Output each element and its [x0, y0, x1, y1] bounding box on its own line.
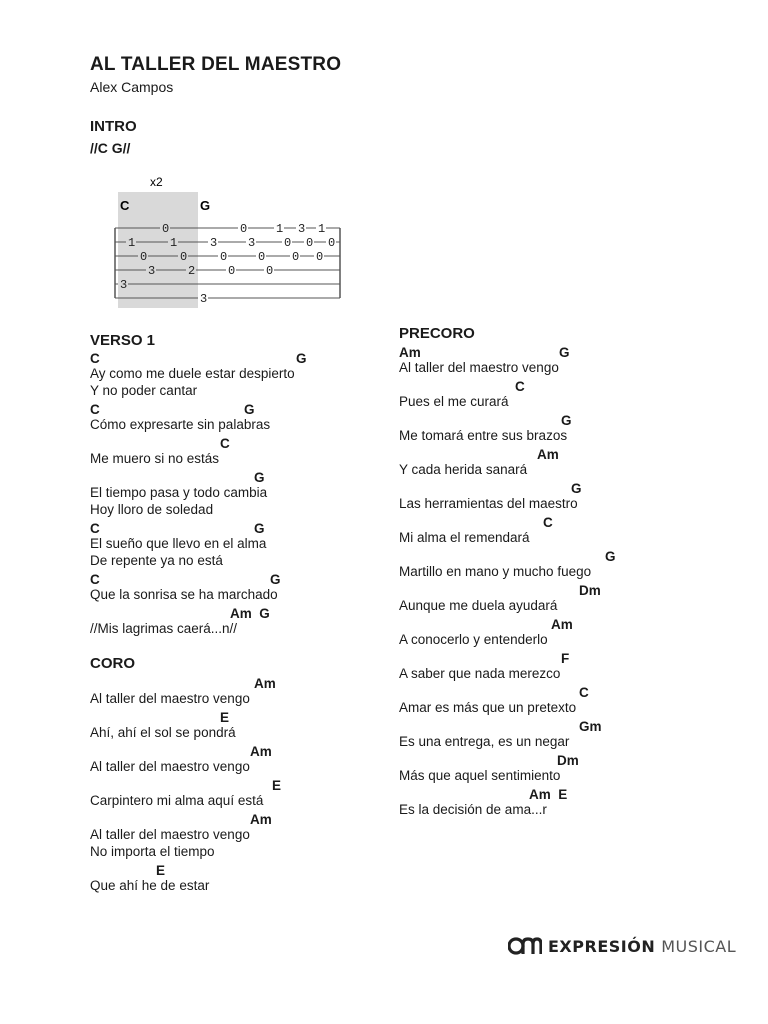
lyric-line: El tiempo pasa y todo cambia	[90, 485, 268, 500]
lyric-line: Mi alma el remendará	[399, 530, 530, 545]
chord-label: Am G	[230, 606, 270, 621]
tab-fret-number: 3	[120, 278, 128, 292]
lyric-line: Al taller del maestro vengo	[399, 360, 559, 375]
chord-label: C	[90, 521, 100, 536]
verso1-heading: VERSO 1	[90, 332, 156, 349]
tab-fret-number: 1	[318, 222, 326, 236]
lyric-line: A conocerlo y entenderlo	[399, 632, 548, 647]
lyric-line: El sueño que llevo en el alma	[90, 536, 267, 551]
chord-label: G	[561, 413, 572, 428]
lyric-line: Aunque me duela ayudará	[399, 598, 558, 613]
lyric-line: Al taller del maestro vengo	[90, 759, 250, 774]
lyric-line: No importa el tiempo	[90, 844, 215, 859]
tab-fret-number: 0	[180, 250, 188, 264]
intro-tablature	[112, 170, 352, 310]
intro-chords: //C G//	[90, 140, 131, 156]
lyric-line: Que la sonrisa se ha marchado	[90, 587, 278, 602]
tab-fret-number: 0	[266, 264, 274, 278]
brand-name-bold: EXPRESIÓN	[548, 936, 656, 956]
tab-fret-number: 0	[258, 250, 266, 264]
tab-fret-number: 0	[240, 222, 248, 236]
chord-label: Am	[399, 345, 421, 360]
tab-fret-number: 0	[162, 222, 170, 236]
tab-fret-number: 3	[298, 222, 306, 236]
lyric-line: Me tomará entre sus brazos	[399, 428, 568, 443]
tab-fret-number: 3	[248, 236, 256, 250]
chord-label: C	[90, 351, 100, 366]
tab-fret-number: 1	[276, 222, 284, 236]
chord-label: Dm	[579, 583, 601, 598]
chord-label: E	[220, 710, 230, 725]
chord-label: C	[579, 685, 589, 700]
song-title: AL TALLER DEL MAESTRO	[90, 54, 342, 75]
lyric-line: Al taller del maestro vengo	[90, 691, 250, 706]
tab-fret-number: 3	[200, 292, 208, 306]
tab-chord-c: C	[120, 198, 130, 213]
precoro-heading: PRECORO	[399, 325, 475, 342]
chord-label: G	[296, 351, 307, 366]
chord-label: G	[559, 345, 570, 360]
tab-fret-number: 0	[140, 250, 148, 264]
lyric-line: A saber que nada merezco	[399, 666, 561, 681]
chord-label: C	[90, 402, 100, 417]
lyric-line: Martillo en mano y mucho fuego	[399, 564, 592, 579]
chord-label: Am	[537, 447, 559, 462]
lyric-line: Ay como me duele estar despierto	[90, 366, 295, 381]
lyric-line: De repente ya no está	[90, 553, 223, 568]
chord-label: Am E	[529, 787, 568, 802]
chord-label: C	[220, 436, 230, 451]
lyric-line: Y no poder cantar	[90, 383, 198, 398]
lyric-line: Al taller del maestro vengo	[90, 827, 250, 842]
lyric-line: Amar es más que un pretexto	[399, 700, 577, 715]
chord-label: Dm	[557, 753, 579, 768]
lyric-line: Ahí, ahí el sol se pondrá	[90, 725, 236, 740]
chord-label: G	[254, 521, 265, 536]
chord-label: E	[272, 778, 282, 793]
lyric-line: Me muero si no estás	[90, 451, 220, 466]
lyric-line: //Mis lagrimas caerá...n//	[90, 621, 238, 636]
brand-name-light: MUSICAL	[661, 936, 737, 956]
song-artist: Alex Campos	[90, 79, 174, 95]
chord-label: Am	[250, 812, 272, 827]
chord-label: E	[156, 863, 166, 878]
brand-logo	[508, 936, 736, 956]
tab-fret-number: 0	[220, 250, 228, 264]
chord-label: G	[605, 549, 616, 564]
expresion-musical-logo-icon	[508, 936, 542, 956]
lyric-line: Es una entrega, es un negar	[399, 734, 570, 749]
tab-fret-number: 0	[284, 236, 292, 250]
lyric-line: Pues el me curará	[399, 394, 509, 409]
chord-label: C	[543, 515, 553, 530]
intro-heading: INTRO	[90, 118, 137, 135]
tab-fret-number: 1	[128, 236, 136, 250]
tab-fret-number: 1	[170, 236, 178, 250]
tab-fret-number: 0	[292, 250, 300, 264]
tab-fret-number: 0	[316, 250, 324, 264]
chord-label: G	[244, 402, 255, 417]
chord-label: Am	[254, 676, 276, 691]
lyric-line: Carpintero mi alma aquí está	[90, 793, 264, 808]
chord-label: Am	[250, 744, 272, 759]
tab-fret-number: 3	[210, 236, 218, 250]
chord-label: G	[270, 572, 281, 587]
chord-label: F	[561, 651, 570, 666]
tab-fret-number: 0	[328, 236, 336, 250]
chord-label: Am	[551, 617, 573, 632]
chord-label: Gm	[579, 719, 602, 734]
tab-repeat-label: x2	[150, 175, 163, 189]
lyric-line: Más que aquel sentimiento	[399, 768, 561, 783]
lyric-line: Hoy lloro de soledad	[90, 502, 214, 517]
tab-fret-number: 3	[148, 264, 156, 278]
chord-label: C	[90, 572, 100, 587]
lyric-line: Es la decisión de ama...r	[399, 802, 547, 817]
chord-label: G	[254, 470, 265, 485]
chord-label: G	[571, 481, 582, 496]
lyric-line: Y cada herida sanará	[399, 462, 528, 477]
lyric-line: Cómo expresarte sin palabras	[90, 417, 271, 432]
lyric-line: Que ahí he de estar	[90, 878, 210, 893]
tab-chord-g: G	[200, 198, 211, 213]
tab-fret-number: 0	[228, 264, 236, 278]
tab-fret-number: 2	[188, 264, 196, 278]
chord-label: C	[515, 379, 525, 394]
tab-fret-number: 0	[306, 236, 314, 250]
lyric-line: Las herramientas del maestro	[399, 496, 578, 511]
coro-heading: CORO	[90, 655, 135, 672]
